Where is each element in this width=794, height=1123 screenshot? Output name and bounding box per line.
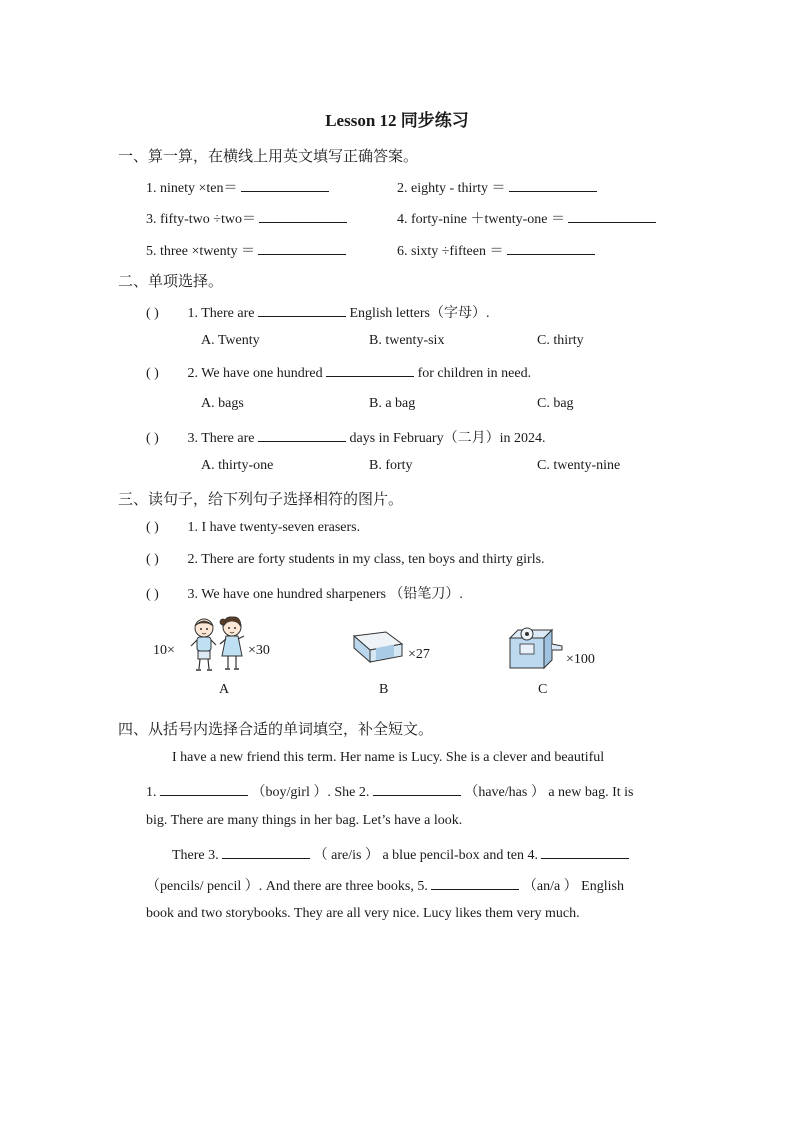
answer-blank[interactable] (258, 304, 346, 317)
choice-question-2: ( ) 2. We have one hundred for children in need. (146, 366, 532, 381)
answer-blank[interactable] (568, 210, 656, 223)
answer-blank[interactable] (326, 364, 414, 377)
passage-line-5: （pencils/ pencil ）. And there are three books, 5. （an/a ） English (146, 879, 624, 894)
picture-c-multiplier: ×100 (566, 652, 595, 667)
choice-question-3: ( ) 3. There are days in February（二月）in 2024. (146, 431, 546, 446)
answer-paren[interactable]: ( ) (146, 520, 159, 535)
answer-blank-4[interactable] (541, 846, 629, 859)
answer-blank[interactable] (241, 179, 329, 192)
answer-paren[interactable]: ( ) (146, 587, 159, 602)
calc-item-2: 2. eighty - thirty ＝ (397, 177, 597, 197)
calc-item-6: 6. sixty ÷fifteen ＝ (397, 240, 595, 260)
answer-blank[interactable] (259, 210, 347, 223)
option-a: A. Twenty (201, 333, 260, 348)
part1-heading: 一、算一算，在横线上用英文填写正确答案。 (118, 149, 419, 165)
picture-b-multiplier: ×27 (408, 647, 430, 662)
choice-question-1: ( ) 1. There are English letters（字母）. (146, 306, 490, 321)
option-c: C. bag (537, 396, 574, 411)
eraser-icon (350, 628, 406, 668)
sharpener-icon (506, 624, 566, 672)
part2-heading: 二、单项选择。 (118, 274, 224, 290)
option-b: B. a bag (369, 396, 416, 411)
answer-paren[interactable]: ( ) (146, 431, 159, 446)
option-b: B. twenty-six (369, 333, 445, 348)
match-sentence-1: ( ) 1. I have twenty-seven erasers. (146, 520, 361, 535)
picture-c-label: C (538, 682, 548, 697)
boy-icon (191, 619, 216, 670)
option-a: A. bags (201, 396, 244, 411)
calc-item-5: 5. three ×twenty ＝ (146, 240, 346, 260)
girl-icon (220, 617, 244, 669)
children-illustration (186, 614, 250, 674)
picture-a-left-multiplier: 10× (153, 643, 175, 658)
match-sentence-2: ( ) 2. There are forty students in my class, ten boys and thirty girls. (146, 552, 545, 567)
answer-blank-1[interactable] (160, 783, 248, 796)
answer-blank[interactable] (258, 429, 346, 442)
part4-heading: 四、从括号内选择合适的单词填空，补全短文。 (118, 722, 434, 738)
part3-heading: 三、读句子，给下列句子选择相符的图片。 (118, 492, 404, 508)
calc-item-1: 1. ninety ×ten＝ (146, 177, 329, 197)
calc-item-4: 4. forty-nine ＋twenty-one ＝ (397, 208, 656, 228)
answer-blank[interactable] (509, 179, 597, 192)
answer-blank[interactable] (258, 242, 346, 255)
answer-paren[interactable]: ( ) (146, 306, 159, 321)
passage-line-6: book and two storybooks. They are all very nice. Lucy likes them very much. (146, 906, 580, 921)
answer-paren[interactable]: ( ) (146, 552, 159, 567)
calc-item-3: 3. fifty-two ÷two＝ (146, 208, 347, 228)
passage-line-3: big. There are many things in her bag. Let’s have a look. (146, 813, 463, 828)
answer-blank-5[interactable] (431, 877, 519, 890)
passage-line-1: I have a new friend this term. Her name is Lucy. She is a clever and beautiful (172, 750, 605, 765)
option-b: B. forty (369, 458, 413, 473)
picture-b-label: B (379, 682, 389, 697)
picture-a-multiplier: ×30 (248, 643, 270, 658)
answer-blank-3[interactable] (222, 846, 310, 859)
answer-paren[interactable]: ( ) (146, 366, 159, 381)
option-c: C. twenty-nine (537, 458, 621, 473)
option-c: C. thirty (537, 333, 584, 348)
answer-blank[interactable] (507, 242, 595, 255)
picture-a-label: A (219, 682, 230, 697)
option-a: A. thirty-one (201, 458, 274, 473)
answer-blank-2[interactable] (373, 783, 461, 796)
passage-line-4: There 3. （ are/is ） a blue pencil-box and ten 4. (172, 844, 629, 864)
passage-line-2: 1. （boy/girl ）. She 2. （have/has ） a new bag. It is (146, 785, 634, 800)
match-sentence-3: ( ) 3. We have one hundred sharpeners （铅笔刀）. (146, 587, 463, 602)
page-title: Lesson 12 同步练习 (325, 111, 469, 130)
